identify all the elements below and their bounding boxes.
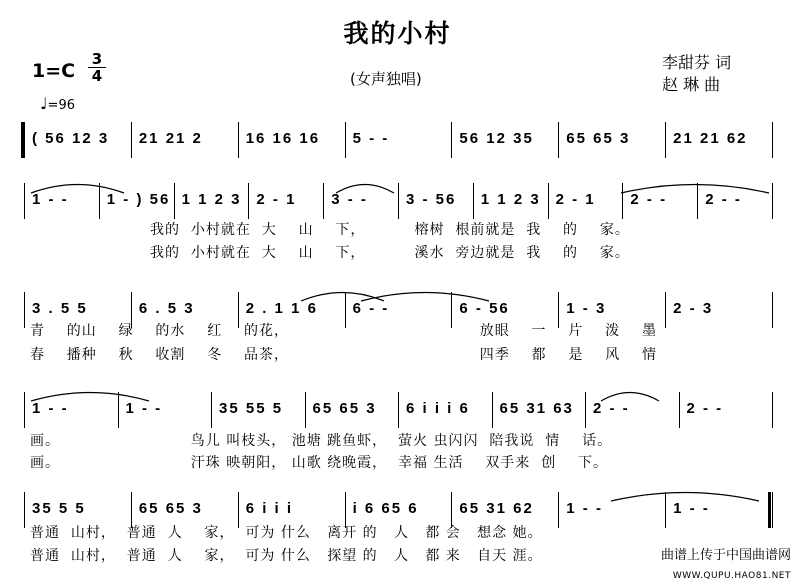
- measure-notes: 21 21 2: [138, 130, 203, 147]
- slur-mark: [360, 288, 490, 302]
- measure-notes: 6 i i i 6: [406, 400, 470, 417]
- measure-notes: 2 - 3: [673, 300, 714, 317]
- barline: [345, 122, 346, 158]
- barline: [772, 292, 773, 328]
- measure-notes: 1 - ) 56: [106, 191, 171, 208]
- slur-mark: [335, 180, 395, 194]
- slur-mark: [620, 180, 770, 194]
- barline: [24, 183, 25, 219]
- key-signature: 1=C: [32, 60, 76, 82]
- performance-note: (女声独唱): [350, 70, 422, 88]
- barline: [558, 122, 559, 158]
- measure-notes: 1 - -: [32, 400, 69, 417]
- measure-notes: 1 1 2 3: [181, 191, 242, 208]
- barline: [451, 122, 452, 158]
- measure-notes: 1 - -: [673, 500, 710, 517]
- lyricist-credit: 李甜芬 词: [662, 53, 732, 72]
- barline: [131, 122, 132, 158]
- measure-notes: 3 - -: [331, 191, 368, 208]
- measure-notes: 2 - 1: [555, 191, 596, 208]
- measure-notes: 65 31 62: [459, 500, 534, 517]
- measure-notes: 6 . 5 3: [138, 300, 195, 317]
- measure-notes: 1 - -: [125, 400, 163, 417]
- measure-notes: 65 31 63: [499, 400, 574, 417]
- tempo-value: =96: [47, 98, 75, 113]
- measure-notes: 35 55 5: [219, 400, 284, 417]
- repeat-sign: [21, 122, 24, 158]
- tempo-marking: [40, 94, 75, 113]
- time-signature-bottom: 4: [88, 67, 106, 84]
- measure-notes: i 6 65 6: [352, 500, 419, 517]
- measure-notes: 1 - 3: [566, 300, 607, 317]
- measure-notes: 2 - 1: [256, 191, 297, 208]
- measure-notes: 65 65 3: [138, 500, 203, 517]
- repeat-sign: [768, 492, 771, 528]
- barline: [772, 492, 773, 528]
- measure-notes: 65 65 3: [312, 400, 377, 417]
- barline: [305, 392, 306, 428]
- lyric-verse-2: 春 播种 秋 收割 冬 品茶， 四季 都 是 风 情: [30, 347, 657, 363]
- lyric-verse-2: 普通 山村， 普通 人 家， 可为 什么 探望 的 人 都 来 自天 涯。: [30, 548, 543, 564]
- score-line-1: [0, 122, 795, 162]
- lyric-verse-1: 我的 小村就在 大 山 下， 榕树 根前就是 我 的 家。: [150, 222, 630, 238]
- measure-notes: 2 . 1 1 6: [245, 300, 318, 317]
- lyric-verse-1: 画。 鸟儿 叫枝头， 池塘 跳鱼虾， 萤火 虫闪闪 陪我说 情 话。: [30, 433, 613, 449]
- barline: [211, 392, 212, 428]
- barline: [398, 392, 399, 428]
- quarter-note-icon: ♩: [40, 94, 48, 113]
- slur-mark: [600, 388, 660, 402]
- measure-notes: 1 - -: [566, 500, 603, 517]
- barline: [772, 183, 773, 219]
- composer-credit: 赵 琳 曲: [662, 75, 721, 94]
- barline: [585, 392, 586, 428]
- measure-notes: ( 56 12 3: [32, 130, 110, 147]
- measure-notes: 2 - -: [705, 191, 742, 208]
- lyric-verse-2: 我的 小村就在 大 山 下， 溪水 旁边就是 我 的 家。: [150, 245, 630, 261]
- measure-notes: 21 21 62: [673, 130, 748, 147]
- barline: [492, 392, 493, 428]
- slur-mark: [30, 180, 125, 194]
- lyric-verse-1: 普通 山村， 普通 人 家， 可为 什么 离开 的 人 都 会 想念 她。: [30, 525, 543, 541]
- barline: [398, 183, 399, 219]
- barline: [772, 392, 773, 428]
- barline: [323, 183, 324, 219]
- barline: [174, 183, 175, 219]
- barline: [665, 292, 666, 328]
- measure-notes: 1 1 2 3: [480, 191, 541, 208]
- barline: [238, 122, 239, 158]
- slur-mark: [610, 488, 760, 502]
- measure-notes: 2 - -: [630, 191, 668, 208]
- watermark-url: WWW.QUPU.HAO81.NET: [672, 571, 791, 581]
- barline: [548, 183, 549, 219]
- measure-notes: 3 - 56: [406, 191, 457, 208]
- measure-notes: 6 - -: [352, 300, 390, 317]
- barline: [772, 122, 773, 158]
- measure-notes: 5 - -: [352, 130, 390, 147]
- measure-notes: 56 12 35: [459, 130, 534, 147]
- lyric-verse-1: 青 的山 绿 的水 红 的花， 放眼 一 片 泼 墨: [30, 323, 657, 339]
- barline: [24, 122, 25, 158]
- barline: [665, 122, 666, 158]
- measure-notes: 6 i i i: [245, 500, 294, 517]
- measure-notes: 6 - 56: [459, 300, 510, 317]
- barline: [473, 183, 474, 219]
- measure-notes: 16 16 16: [245, 130, 321, 147]
- barline: [24, 492, 25, 528]
- barline: [248, 183, 249, 219]
- time-signature: [88, 51, 106, 84]
- measure-notes: 2 - -: [686, 400, 724, 417]
- lyric-verse-2: 画。 汗珠 映朝阳， 山歌 绕晚霞， 幸福 生活 双手来 创 下。: [30, 455, 609, 471]
- watermark-site: 曲谱上传于中国曲谱网: [660, 548, 791, 563]
- measure-notes: 1 - -: [32, 191, 69, 208]
- page-title: 我的小村: [343, 19, 452, 48]
- barline: [24, 292, 25, 328]
- barline: [679, 392, 680, 428]
- measure-notes: 65 65 3: [566, 130, 631, 147]
- measure-notes: 3 . 5 5: [32, 300, 88, 317]
- barline: [24, 392, 25, 428]
- measure-notes: 2 - -: [593, 400, 630, 417]
- time-signature-top: 3: [91, 50, 103, 68]
- barline: [558, 492, 559, 528]
- slur-mark: [30, 388, 150, 402]
- measure-notes: 35 5 5: [32, 500, 86, 517]
